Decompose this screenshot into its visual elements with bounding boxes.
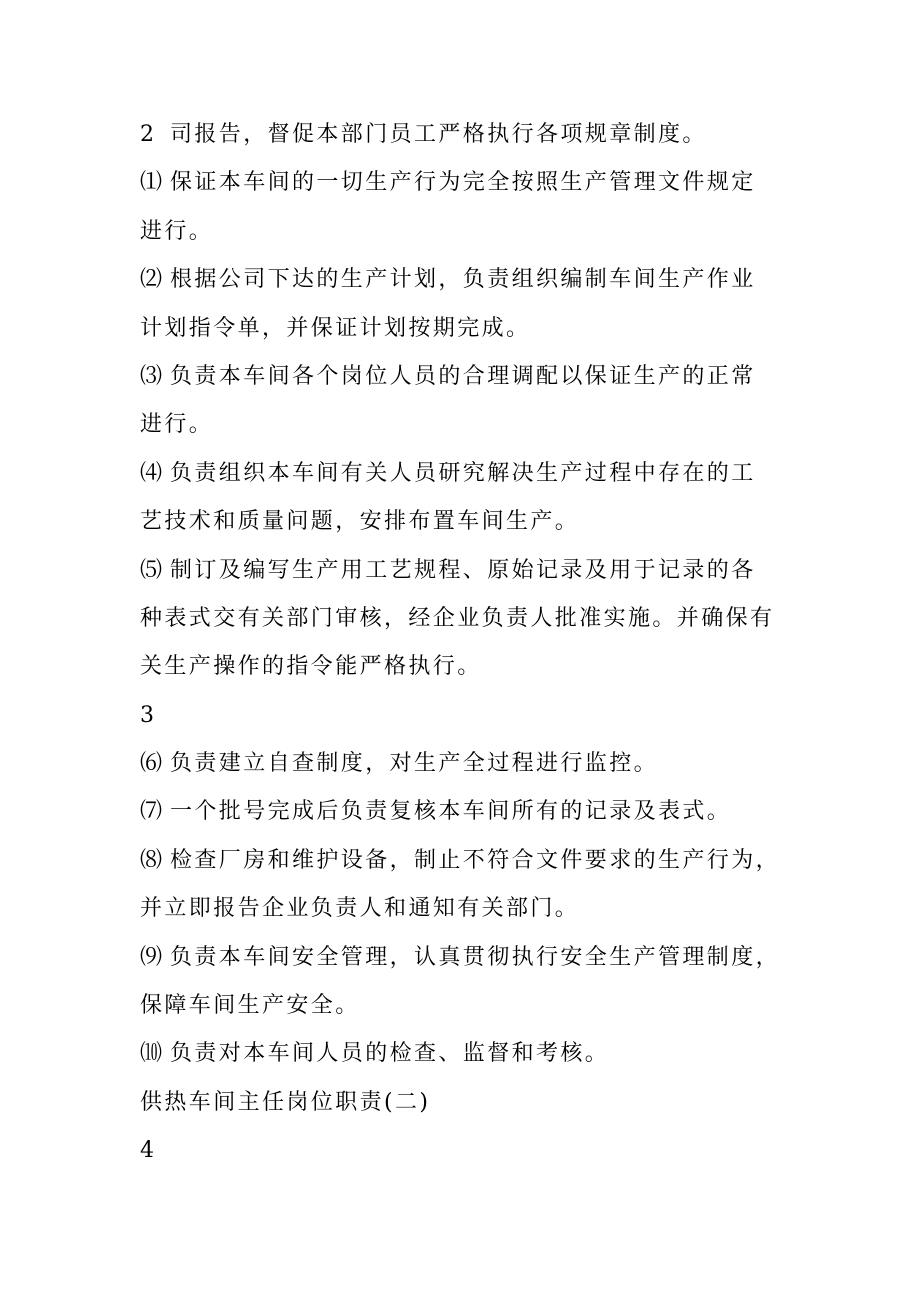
text-line	[140, 312, 790, 360]
text-line	[140, 989, 790, 1037]
text-line	[140, 505, 790, 553]
item-number: ⑸	[140, 557, 163, 583]
text-line	[140, 360, 790, 408]
text-line	[140, 408, 790, 456]
line-text: 负责对本车间人员的检查、监督和考核。	[170, 1041, 610, 1067]
line-text: 制订及编写生产用工艺规程、原始记录及用于记录的各	[170, 557, 756, 583]
line-text: 计划指令单，并保证计划按期完成。	[140, 315, 531, 341]
line-marker: 2	[140, 122, 154, 147]
text-line	[140, 602, 790, 650]
text-line	[140, 215, 790, 263]
text-line	[140, 747, 790, 795]
line-text: 根据公司下达的生产计划，负责组织编制车间生产作业	[170, 267, 756, 293]
text-line	[140, 118, 790, 166]
line-text: 一个批号完成后负责复核本车间所有的记录及表式。	[170, 799, 732, 825]
line-text: 3	[140, 702, 157, 728]
line-text: 负责本车间各个岗位人员的合理调配以保证生产的正常	[170, 363, 756, 389]
item-number: ⑴	[140, 170, 163, 196]
text-line	[140, 892, 790, 940]
item-number: ⑵	[140, 267, 163, 293]
line-text: 保证本车间的一切生产行为完全按照生产管理文件规定	[170, 170, 756, 196]
text-line	[140, 795, 790, 843]
section-heading	[140, 1086, 790, 1134]
line-text: 关生产操作的指令能严格执行。	[140, 654, 482, 680]
line-text: 负责本车间安全管理，认真贯彻执行安全生产管理制度，	[170, 944, 781, 970]
document-body	[140, 118, 790, 1183]
page-number	[140, 1134, 790, 1182]
line-text: 种表式交有关部门审核，经企业负责人批准实施。并确保有	[140, 605, 775, 631]
line-text: 检查厂房和维护设备，制止不符合文件要求的生产行为，	[170, 847, 781, 873]
text-line	[140, 457, 790, 505]
line-text: 保障车间生产安全。	[140, 993, 360, 1019]
line-text: 负责建立自查制度，对生产全过程进行监控。	[170, 751, 659, 777]
line-text: 进行。	[140, 412, 214, 438]
line-text: 艺技术和质量问题，安排布置车间生产。	[140, 509, 580, 535]
text-line	[140, 1037, 790, 1085]
line-text: 供热车间主任岗位职责(二)	[140, 1089, 431, 1115]
text-line	[140, 554, 790, 602]
line-text: 4	[140, 1138, 157, 1164]
line-text: 进行。	[140, 218, 214, 244]
line-text: 并立即报告企业负责人和通知有关部门。	[140, 896, 580, 922]
text-line	[140, 166, 790, 214]
text-line	[140, 650, 790, 698]
line-text: 负责组织本车间有关人员研究解决生产过程中存在的工	[170, 460, 756, 486]
line-text: 司报告，督促本部门员工严格执行各项规章制度。	[170, 122, 707, 147]
item-number: ⑼	[140, 944, 163, 970]
item-number: ⑽	[140, 1041, 163, 1067]
text-line	[140, 844, 790, 892]
text-line	[140, 941, 790, 989]
text-line	[140, 263, 790, 311]
page-number	[140, 699, 790, 747]
item-number: ⑶	[140, 363, 163, 389]
item-number: ⑻	[140, 847, 163, 873]
item-number: ⑺	[140, 799, 163, 825]
item-number: ⑹	[140, 751, 163, 777]
item-number: ⑷	[140, 460, 163, 486]
